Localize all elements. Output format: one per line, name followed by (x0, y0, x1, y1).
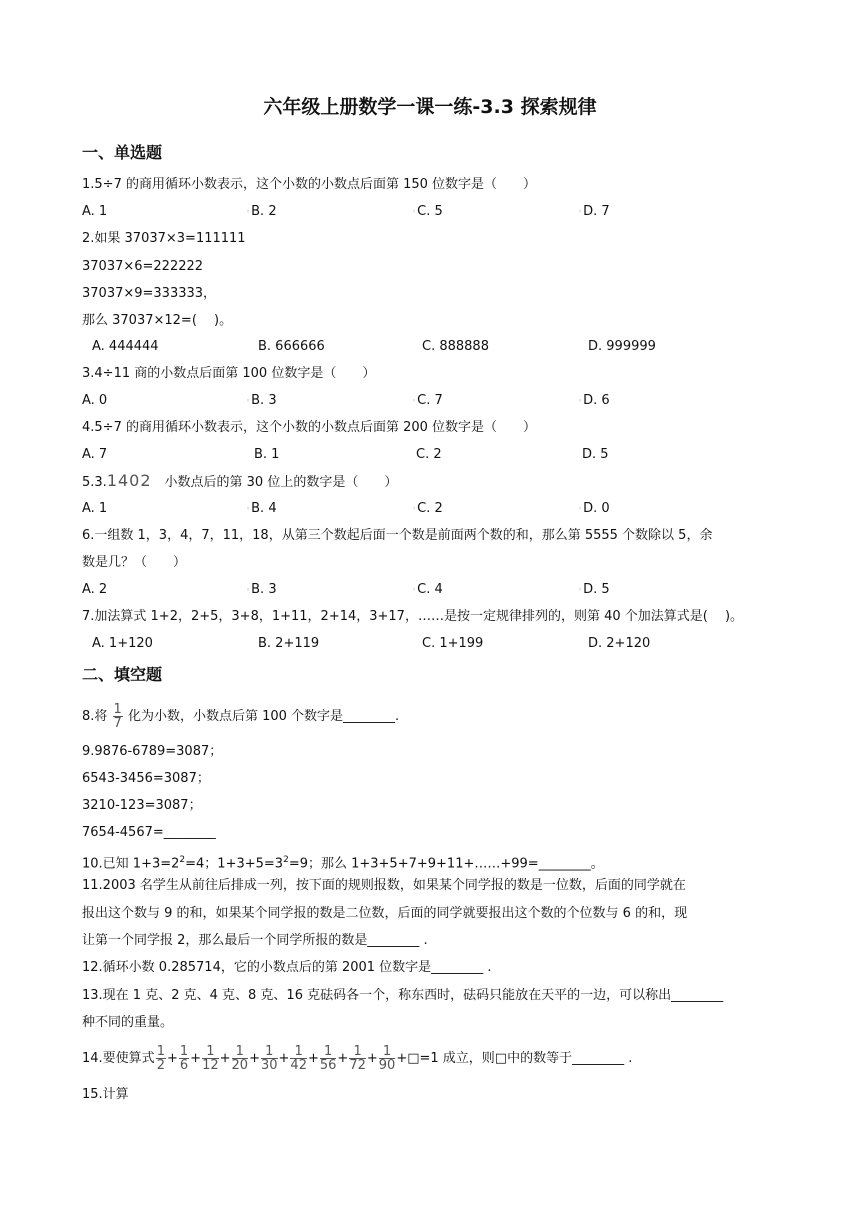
plus-sign: + (219, 1051, 231, 1066)
question-8 (82, 700, 399, 734)
question-10: 10.已知 $1+3=2^2=4$；$1+3+5=3^2=9$；那么 1+3+5+7+9+11+……+99=________。 (82, 855, 604, 872)
q2-option-d[interactable]: D. 999999 (588, 339, 656, 354)
q5-option-a[interactable]: A. 1 (82, 501, 108, 516)
q8-fraction: $\frac{1}{7}$ (113, 702, 122, 731)
q7-option-a[interactable]: A. 1+120 (92, 636, 153, 651)
question-14 (82, 1042, 632, 1076)
q8-text: 化为小数，小数点后第 100 个数字是________. (127, 709, 400, 724)
q1-option-b[interactable]: ◦B. 2 (246, 204, 277, 219)
question-5 (82, 472, 397, 492)
q14-fraction: $\frac{1}{12}$ (202, 1044, 219, 1073)
q14-fraction: $\frac{1}{2}$ (156, 1044, 165, 1073)
q14-fraction: $\frac{1}{6}$ (179, 1044, 189, 1073)
plus-sign: + (166, 1051, 178, 1066)
question-1: 1.5÷7 的商用循环小数表示，这个小数的小数点后面第 150 位数字是（ ） (82, 177, 537, 192)
question-6-line-2: 数是几？（ ） (82, 555, 187, 570)
q3-option-b[interactable]: ◦B. 3 (246, 393, 277, 408)
q5-option-d[interactable]: ◦D. 0 (578, 501, 610, 516)
question-9-line-3: 3210-123=3087； (82, 798, 202, 813)
q4-option-b[interactable]: B. 1 (254, 447, 280, 462)
q6-option-b[interactable]: ◦B. 3 (246, 582, 277, 597)
q1-option-d[interactable]: ◦D. 7 (578, 204, 610, 219)
q14-prefix: 14.要使算式 (82, 1051, 155, 1066)
q6-option-c[interactable]: ◦C. 4 (412, 582, 443, 597)
q3-option-c[interactable]: ◦C. 7 (412, 393, 443, 408)
plus-sign: + (278, 1051, 290, 1066)
q14-suffix: +□=1 成立，则□中的数等于________ . (396, 1051, 633, 1066)
question-7: 7.加法算式 1+2，2+5，3+8，1+11，2+14，3+17，……是按一定规律排列的，则第 40 个加法算式是( )。 (82, 609, 744, 624)
q7-option-b[interactable]: B. 2+119 (258, 636, 320, 651)
question-2-line-2: 37037×6=222222 (82, 259, 204, 274)
question-9-line-1: 9.9876-6789=3087； (82, 744, 223, 759)
plus-sign: + (190, 1051, 202, 1066)
question-2-line-4: 那么 37037×12=( )。 (82, 313, 233, 328)
question-9-line-4: 7654-4567=________ (82, 825, 216, 840)
q6-option-d[interactable]: ◦D. 5 (578, 582, 610, 597)
q5-repeating-decimal: 1402 (106, 471, 152, 490)
question-12: 12.循环小数 0.285714，它的小数点后的第 2001 位数字是________ . (82, 960, 492, 975)
question-13-line-2: 种不同的重量。 (82, 1015, 174, 1030)
q14-fraction: $\frac{1}{42}$ (290, 1044, 307, 1073)
question-2-line-1: 2.如果 37037×3=111111 (82, 231, 246, 246)
q2-option-b[interactable]: B. 666666 (258, 339, 325, 354)
page-title: 六年级上册数学一课一练-3.3 探索规律 (263, 96, 597, 118)
plus-sign: + (337, 1051, 349, 1066)
q1-option-a[interactable]: A. 1 (82, 204, 108, 219)
question-13-line-1: 13.现在 1 克、2 克、4 克、8 克、16 克砝码各一个，称东西时，砝码只能放在天平的一边，可以称出________ (82, 988, 724, 1003)
q14-fraction-series (155, 1044, 397, 1073)
question-11-line-3: 让第一个同学报 2，那么最后一个同学所报的数是________ . (82, 933, 428, 948)
q5-prefix: 5.3. (82, 475, 107, 490)
question-3: 3.4÷11 商的小数点后面第 100 位数字是（ ） (82, 366, 376, 381)
q14-fraction: $\frac{1}{90}$ (378, 1044, 396, 1073)
question-2-line-3: 37037×9=333333， (82, 286, 217, 301)
question-15: 15.计算 (82, 1087, 129, 1102)
q7-option-c[interactable]: C. 1+199 (422, 636, 484, 651)
q5-text: 小数点后的第 30 位上的数字是（ ） (151, 475, 398, 490)
question-4: 4.5÷7 的商用循环小数表示，这个小数的小数点后面第 200 位数字是（ ） (82, 420, 537, 435)
q14-fraction: $\frac{1}{56}$ (319, 1044, 337, 1073)
q6-option-a[interactable]: A. 2 (82, 582, 108, 597)
q4-option-c[interactable]: C. 2 (416, 447, 442, 462)
q2-option-a[interactable]: A. 444444 (92, 339, 159, 354)
q4-option-a[interactable]: A. 7 (82, 447, 108, 462)
plus-sign: + (249, 1051, 260, 1066)
q1-option-c[interactable]: ◦C. 5 (412, 204, 443, 219)
plus-sign: + (366, 1051, 378, 1066)
q2-option-c[interactable]: C. 888888 (422, 339, 489, 354)
question-6-line-1: 6.一组数 1，3，4，7，11，18，从第三个数起后面一个数是前面两个数的和，那么第 5555 个数除以 5，余 (82, 528, 713, 543)
q14-fraction: $\frac{1}{72}$ (349, 1044, 366, 1073)
question-11-line-1: 11.2003 名学生从前往后排成一列，按下面的规则报数，如果某个同学报的数是一位数，后面的同学就在 (82, 878, 686, 893)
q3-option-d[interactable]: ◦D. 6 (578, 393, 610, 408)
section-heading-fill-blank: 二、填空题 (82, 665, 163, 684)
q14-fraction: $\frac{1}{30}$ (260, 1044, 278, 1073)
q3-option-a[interactable]: A. 0 (82, 393, 108, 408)
q5-option-c[interactable]: ◦C. 2 (412, 501, 443, 516)
section-heading-single-choice: 一、单选题 (82, 143, 163, 162)
q5-option-b[interactable]: ◦B. 4 (246, 501, 277, 516)
question-11-line-2: 报出这个数与 9 的和，如果某个同学报的数是二位数，后面的同学就要报出这个数的个位数与 6 的和，现 (82, 906, 688, 921)
q14-fraction: $\frac{1}{20}$ (231, 1044, 249, 1073)
plus-sign: + (307, 1051, 319, 1066)
q8-prefix: 8.将 (82, 709, 108, 724)
question-9-line-2: 6543-3456=3087； (82, 771, 210, 786)
q4-option-d[interactable]: D. 5 (582, 447, 609, 462)
q7-option-d[interactable]: D. 2+120 (588, 636, 651, 651)
